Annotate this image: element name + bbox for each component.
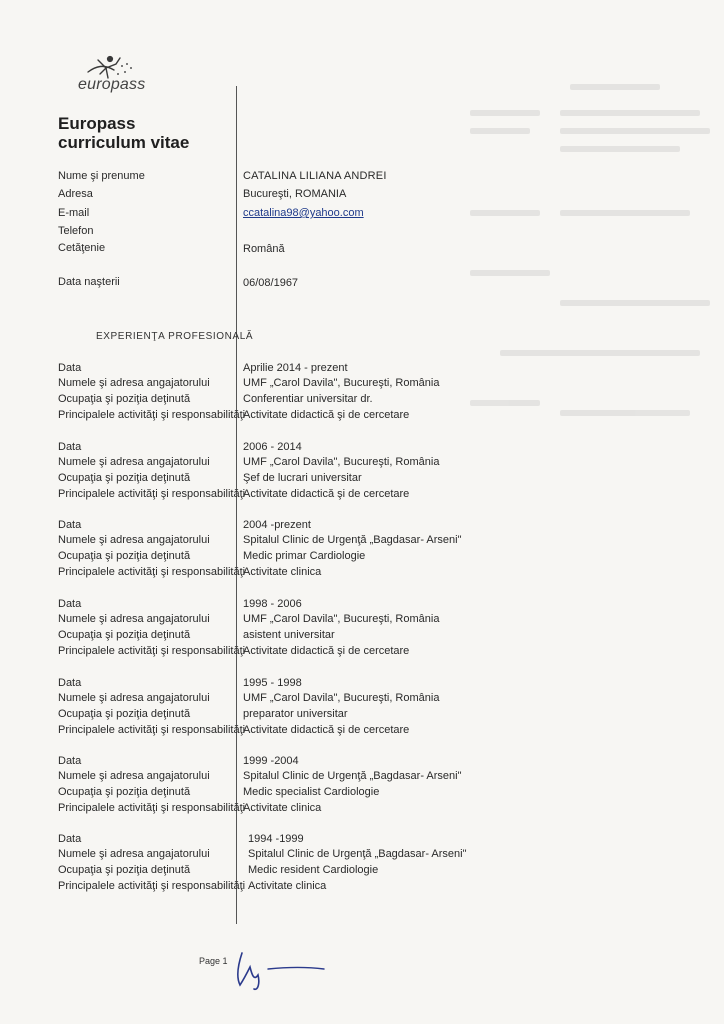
experience-position-value: Şef de lucrari universitar	[243, 472, 362, 484]
experience-date-value: 1995 - 1998	[243, 677, 302, 689]
experience-date-label: Data	[58, 833, 82, 845]
experience-date-label: Data	[58, 755, 82, 767]
name-label: Nume şi prenume	[58, 170, 145, 182]
experience-position-value: Medic primar Cardiologie	[243, 550, 366, 562]
experience-activities-label: Principalele activităţi şi responsabilităţi	[58, 645, 246, 657]
experience-position-label: Ocupaţia şi poziţia deţinută	[58, 864, 191, 876]
experience-position-value: preparator universitar	[243, 708, 348, 720]
experience-date-label: Data	[58, 598, 82, 610]
experience-employer-label: Numele şi adresa angajatorului	[58, 692, 210, 704]
column-divider	[236, 86, 237, 924]
experience-date-label: Data	[58, 519, 82, 531]
experience-employer-label: Numele şi adresa angajatorului	[58, 456, 210, 468]
experience-date-value: 1994 -1999	[248, 833, 304, 845]
experience-position-label: Ocupaţia şi poziţia deţinută	[58, 629, 191, 641]
europass-wordmark: europass	[78, 76, 146, 93]
experience-position-value: Conferentiar universitar dr.	[243, 393, 373, 405]
experience-activities-value: Activitate clinica	[243, 566, 322, 578]
address-label: Adresa	[58, 188, 93, 200]
experience-employer-value: Spitalul Clinic de Urgenţă „Bagdasar- Arseni"	[243, 534, 462, 546]
experience-employer-label: Numele şi adresa angajatorului	[58, 770, 210, 782]
experience-date-value: 1999 -2004	[243, 755, 299, 767]
experience-employer-value: Spitalul Clinic de Urgenţă „Bagdasar- Arseni"	[248, 848, 467, 860]
experience-employer-value: UMF „Carol Davila", Bucureşti, România	[243, 692, 440, 704]
experience-activities-value: Activitate clinica	[248, 880, 327, 892]
experience-date-label: Data	[58, 362, 82, 374]
experience-date-label: Data	[58, 441, 82, 453]
experience-position-label: Ocupaţia şi poziţia deţinută	[58, 786, 191, 798]
experience-position-label: Ocupaţia şi poziţia deţinută	[58, 708, 191, 720]
experience-employer-value: UMF „Carol Davila", Bucureşti, România	[243, 377, 440, 389]
experience-activities-value: Activitate didactică şi de cercetare	[243, 409, 410, 421]
experience-position-label: Ocupaţia şi poziţia deţinută	[58, 393, 191, 405]
experience-position-value: Medic resident Cardiologie	[248, 864, 379, 876]
experience-position-value: asistent universitar	[243, 629, 335, 641]
experience-position-label: Ocupaţia şi poziţia deţinută	[58, 550, 191, 562]
cv-title-line1: Europass	[58, 114, 136, 133]
citizenship-label: Cetăţenie	[58, 242, 106, 254]
address-value: Bucureşti, ROMANIA	[243, 188, 347, 200]
email-link[interactable]: ccatalina98@yahoo.com	[243, 207, 364, 219]
experience-position-value: Medic specialist Cardiologie	[243, 786, 380, 798]
birthdate-value: 06/08/1967	[243, 277, 299, 289]
citizenship-value: Română	[243, 243, 285, 255]
name-value: CATALINA LILIANA ANDREI	[243, 170, 387, 182]
experience-date-value: 1998 - 2006	[243, 598, 302, 610]
experience-position-label: Ocupaţia şi poziţia deţinută	[58, 472, 191, 484]
page-number: Page 1	[199, 956, 228, 966]
experience-date-value: 2006 - 2014	[243, 441, 302, 453]
email-label: E-mail	[58, 207, 90, 219]
experience-activities-label: Principalele activităţi şi responsabilităţi	[58, 409, 246, 421]
experience-section-heading: EXPERIENŢA PROFESIONALĂ	[96, 331, 254, 342]
cv-title-line2: curriculum vitae	[58, 133, 190, 152]
experience-employer-value: Spitalul Clinic de Urgenţă „Bagdasar- Arseni"	[243, 770, 462, 782]
experience-activities-label: Principalele activităţi şi responsabilităţi	[58, 724, 246, 736]
experience-activities-label: Principalele activităţi şi responsabilităţi	[58, 566, 246, 578]
experience-activities-label: Principalele activităţi şi responsabilităţi	[58, 488, 246, 500]
experience-date-label: Data	[58, 677, 82, 689]
experience-activities-value: Activitate didactică şi de cercetare	[243, 645, 410, 657]
birthdate-label: Data naşterii	[58, 276, 120, 288]
experience-activities-value: Activitate didactică şi de cercetare	[243, 488, 410, 500]
experience-activities-value: Activitate didactică şi de cercetare	[243, 724, 410, 736]
phone-label: Telefon	[58, 225, 94, 237]
experience-employer-label: Numele şi adresa angajatorului	[58, 613, 210, 625]
experience-employer-label: Numele şi adresa angajatorului	[58, 377, 210, 389]
experience-employer-label: Numele şi adresa angajatorului	[58, 848, 210, 860]
experience-activities-value: Activitate clinica	[243, 802, 322, 814]
experience-employer-value: UMF „Carol Davila", Bucureşti, România	[243, 613, 440, 625]
experience-date-value: Aprilie 2014 - prezent	[243, 362, 348, 374]
experience-activities-label: Principalele activităţi şi responsabilităţi	[58, 880, 246, 892]
experience-activities-label: Principalele activităţi şi responsabilităţi	[58, 802, 246, 814]
experience-employer-label: Numele şi adresa angajatorului	[58, 534, 210, 546]
experience-date-value: 2004 -prezent	[243, 519, 311, 531]
bleed-through-texture	[460, 70, 720, 530]
handwritten-signature	[228, 945, 328, 995]
experience-employer-value: UMF „Carol Davila", Bucureşti, România	[243, 456, 440, 468]
